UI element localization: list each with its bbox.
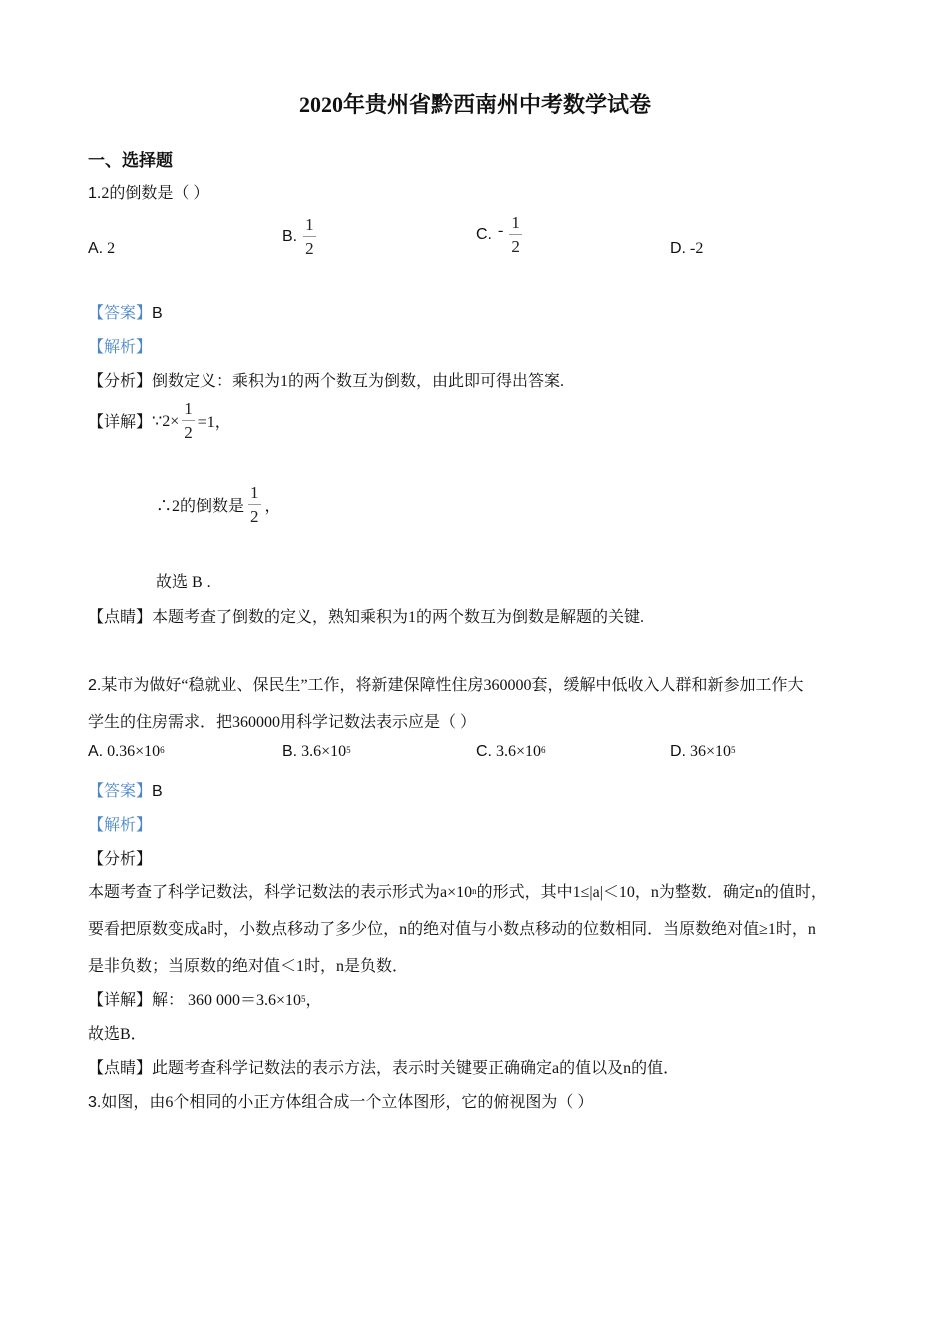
- answer-value: B: [152, 783, 163, 800]
- question-1-stem: [88, 180, 209, 203]
- q1-answer: [88, 300, 163, 323]
- q2-choose: 故选B．: [88, 1026, 147, 1043]
- q2-analysis-line3: 是非负数；当原数的绝对值＜1时，n是负数．: [88, 958, 409, 975]
- question-3-stem: [88, 1089, 593, 1112]
- detail-exponent: 5: [301, 994, 306, 1004]
- detail-text: 解： 360 000＝3.6×10: [152, 992, 302, 1009]
- option-exponent: 6: [541, 745, 546, 755]
- option-base: 36×10: [690, 743, 732, 760]
- denominator: 2: [250, 507, 259, 526]
- detail-text: ，: [305, 992, 322, 1009]
- detail-text: =1，: [197, 414, 231, 431]
- q1-detail-line3: 故选 B .: [156, 574, 211, 591]
- q2-analysis-tag: 【解析】: [88, 817, 153, 834]
- option-text: 2: [107, 240, 116, 257]
- option-exponent: 5: [731, 745, 736, 755]
- analysis-text: 本题考查了科学记数法，科学记数法的表示形式为a×10: [88, 884, 473, 901]
- q1-detail-line2: [156, 484, 281, 525]
- q1-option-d: [670, 240, 703, 258]
- analysis-text: 的形式，其中1≤|a|＜10，n为整数．确定n的值时，: [476, 884, 827, 901]
- option-base: 3.6×10: [301, 743, 347, 760]
- q2-comment: [88, 1055, 679, 1078]
- q1-detail: [88, 400, 231, 441]
- detail-tag: 【详解】: [88, 414, 153, 431]
- q1-option-c: [476, 214, 522, 255]
- option-label: C.: [476, 743, 492, 760]
- question-2-stem-line1: [88, 672, 804, 695]
- question-number: 3.: [88, 1094, 102, 1111]
- denominator: 2: [184, 423, 193, 442]
- denominator: 2: [305, 239, 314, 258]
- q2-option-d: [670, 743, 736, 761]
- option-label: A.: [88, 240, 104, 257]
- answer-tag: 【答案】: [88, 783, 153, 800]
- analysis-exponent: n: [472, 886, 477, 896]
- page-title: 2020年贵州省黔西南州中考数学试卷: [298, 92, 651, 117]
- fenxi-text: 倒数定义：乘积为1的两个数互为倒数，由此即可得出答案.: [152, 373, 565, 390]
- detail-text: ∵2×: [152, 412, 180, 430]
- option-label: A.: [88, 743, 104, 760]
- q2-option-b: [282, 743, 351, 761]
- q1-option-b: [282, 216, 316, 257]
- section-heading: 一、选择题: [88, 151, 173, 170]
- q2-option-a: [88, 743, 165, 761]
- fraction: [303, 216, 316, 257]
- question-2-stem-line2: 学生的住房需求．把360000用科学记数法表示应是（ ）: [88, 714, 477, 731]
- q1-comment: [88, 604, 644, 627]
- option-label: C.: [476, 225, 492, 243]
- q2-option-c: [476, 743, 546, 761]
- q2-fenxi-tag: 【分析】: [88, 851, 153, 868]
- minus-sign: -: [498, 221, 504, 239]
- q2-answer: [88, 778, 163, 801]
- question-number: 1.: [88, 185, 102, 202]
- answer-tag: 【答案】: [88, 305, 153, 322]
- q2-analysis-line2: 要看把原数变成a时，小数点移动了多少位，n的绝对值与小数点移动的位数相同．当原数绝对值≥1时，n: [88, 921, 816, 938]
- option-base: 0.36×10: [107, 743, 161, 760]
- question-text: 如图，由6个相同的小正方体组合成一个立体图形，它的俯视图为（ ）: [101, 1094, 594, 1111]
- option-text: -2: [690, 240, 704, 257]
- option-base: 3.6×10: [496, 743, 542, 760]
- comment-tag: 【点睛】: [88, 1060, 153, 1077]
- q1-option-a: [88, 240, 115, 258]
- comment-text: 本题考查了倒数的定义，熟知乘积为1的两个数互为倒数是解题的关键.: [152, 609, 645, 626]
- fenxi-tag: 【分析】: [88, 373, 153, 390]
- fraction: [182, 400, 195, 441]
- comment-tag: 【点睛】: [88, 609, 153, 626]
- question-number: 2.: [88, 677, 102, 694]
- answer-value: B: [152, 305, 163, 322]
- q2-analysis-line1: [88, 879, 827, 902]
- detail-tag: 【详解】: [88, 992, 153, 1009]
- q1-analysis-tag: 【解析】: [88, 339, 153, 356]
- fraction: [248, 484, 261, 525]
- option-label: D.: [670, 743, 686, 760]
- question-text: 2的倒数是（ ）: [101, 185, 210, 202]
- detail-text: ，: [264, 498, 281, 515]
- numerator: 1: [303, 216, 316, 237]
- denominator: 2: [511, 237, 520, 256]
- numerator: 1: [248, 484, 261, 505]
- option-exponent: 6: [160, 745, 165, 755]
- option-label: B.: [282, 743, 298, 760]
- option-label: D.: [670, 240, 686, 257]
- q1-fenxi: [88, 368, 564, 391]
- option-label: B.: [282, 227, 298, 245]
- comment-text: 此题考查科学记数法的表示方法，表示时关键要正确确定a的值以及n的值．: [152, 1060, 680, 1077]
- numerator: 1: [182, 400, 195, 421]
- numerator: 1: [509, 214, 522, 235]
- q2-detail: [88, 987, 322, 1010]
- detail-text: ∴2的倒数是: [156, 498, 245, 515]
- option-exponent: 5: [346, 745, 351, 755]
- fraction: [509, 214, 522, 255]
- question-text: 某市为做好“稳就业、保民生”工作，将新建保障性住房360000套，缓解中低收入人群和新参加工作大: [101, 677, 804, 694]
